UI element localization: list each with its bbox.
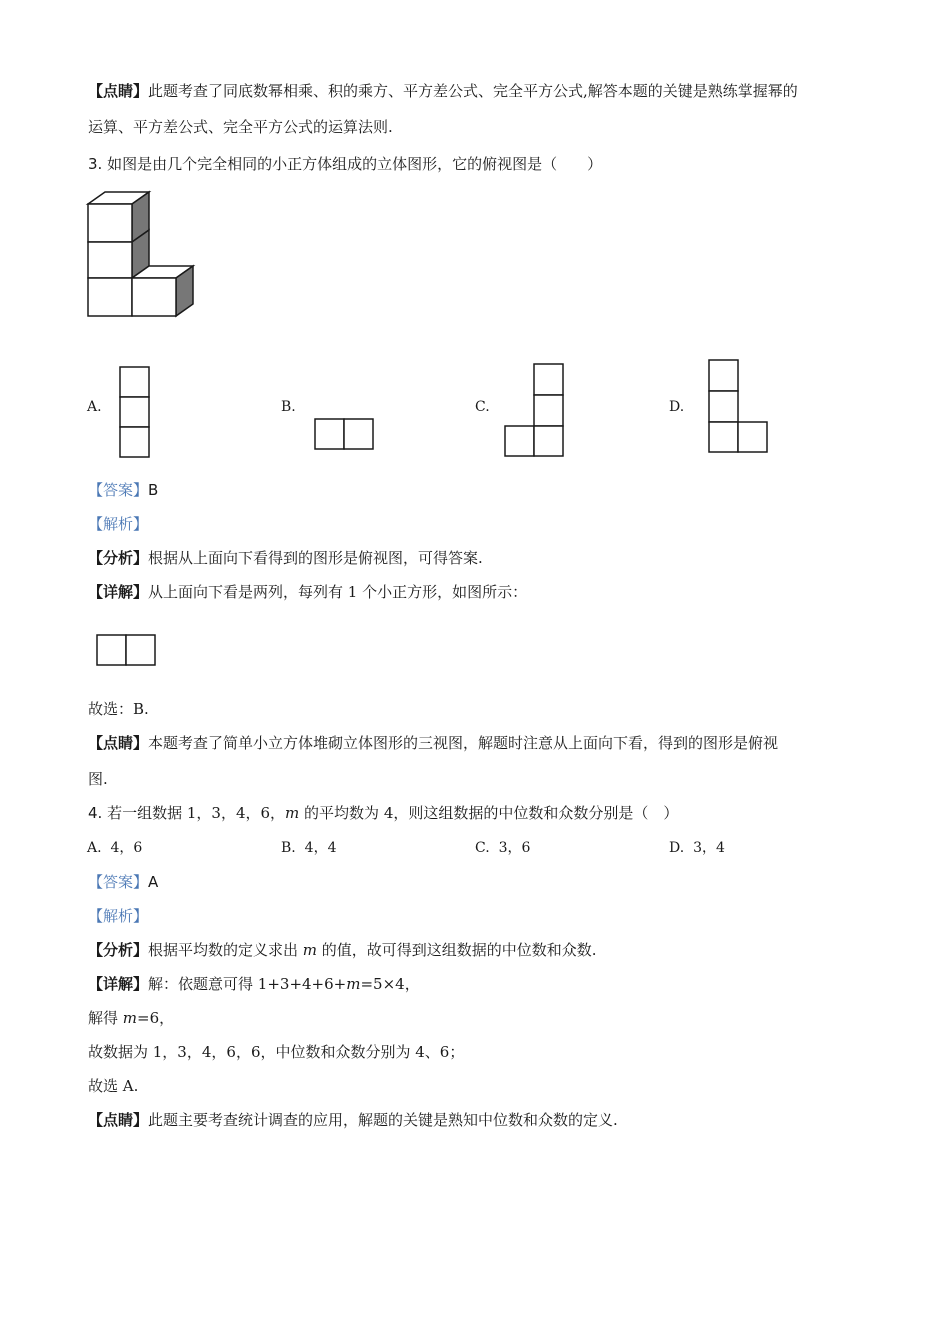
q3-solid-figure [86,190,201,320]
answer-tag: 【答案】 [88,481,149,499]
q3-option-d-label: D. [669,399,685,415]
q3-dianjing-line1: 【点睛】本题考查了简单小立方体堆砌立体图形的三视图，解题时注意从上面向下看，得到的图形是俯视 [88,734,779,752]
dianjing-tag: 【点睛】 [88,82,149,100]
q3-fenxi: 【分析】根据从上面向下看得到的图形是俯视图，可得答案. [88,549,483,567]
question-number: 3. [88,155,103,173]
q3-option-a-label: A. [87,399,102,415]
question-number: 4. [88,804,103,822]
q3-option-b-figure [314,418,376,452]
q3-option-a-figure [119,366,151,460]
q3-analysis-tag: 【解析】 [88,515,149,533]
q3-option-d-figure [708,359,770,455]
q4-xiangjie: 【详解】解：依题意可得 1+3+4+6+m=5×4， [88,975,420,993]
q4-step2: 故数据为 1，3，4，6，6，中位数和众数分别为 4、6； [88,1043,465,1061]
q3-xiangjie: 【详解】从上面向下看是两列，每列有 1 个小正方形，如图所示： [88,583,528,601]
q4-step1: 解得 m=6， [88,1009,175,1027]
q4-option-c: C. 3，6 [475,840,531,856]
q4-option-d: D. 3，4 [669,840,725,856]
q4-answer: 【答案】A [88,873,159,891]
q3-option-c-figure [504,363,566,458]
q4-stem: 4. 若一组数据 1，3，4，6，m 的平均数为 4，则这组数据的中位数和众数分别是（ ） [88,804,679,822]
q4-option-a: A. 4，6 [87,840,143,856]
q3-answer: 【答案】B [88,481,159,499]
prev-comment-line2: 运算、平方差公式、完全平方公式的运算法则. [88,118,393,136]
q3-option-c-label: C. [475,399,490,415]
q3-option-b-label: B. [281,399,296,415]
q3-dianjing-line2: 图. [88,770,108,788]
q3-stem: 3. 如图是由几个完全相同的小正方体组成的立体图形，它的俯视图是（ ） [88,155,603,173]
q4-dianjing: 【点睛】此题主要考查统计调查的应用，解题的关键是熟知中位数和众数的定义. [88,1111,618,1129]
q4-analysis-tag: 【解析】 [88,907,149,925]
prev-comment-line1: 【点睛】此题考查了同底数幂相乘、积的乘方、平方差公式、完全平方公式,解答本题的关键是熟练掌握幂的 [88,82,798,100]
q3-choose: 故选：B. [88,700,149,718]
q3-top-view-figure [96,634,158,668]
q4-fenxi: 【分析】根据平均数的定义求出 m 的值，故可得到这组数据的中位数和众数. [88,941,597,959]
answer-tag: 【答案】 [88,873,149,891]
q4-option-b: B. 4，4 [281,840,337,856]
q4-choose: 故选 A. [88,1077,139,1095]
